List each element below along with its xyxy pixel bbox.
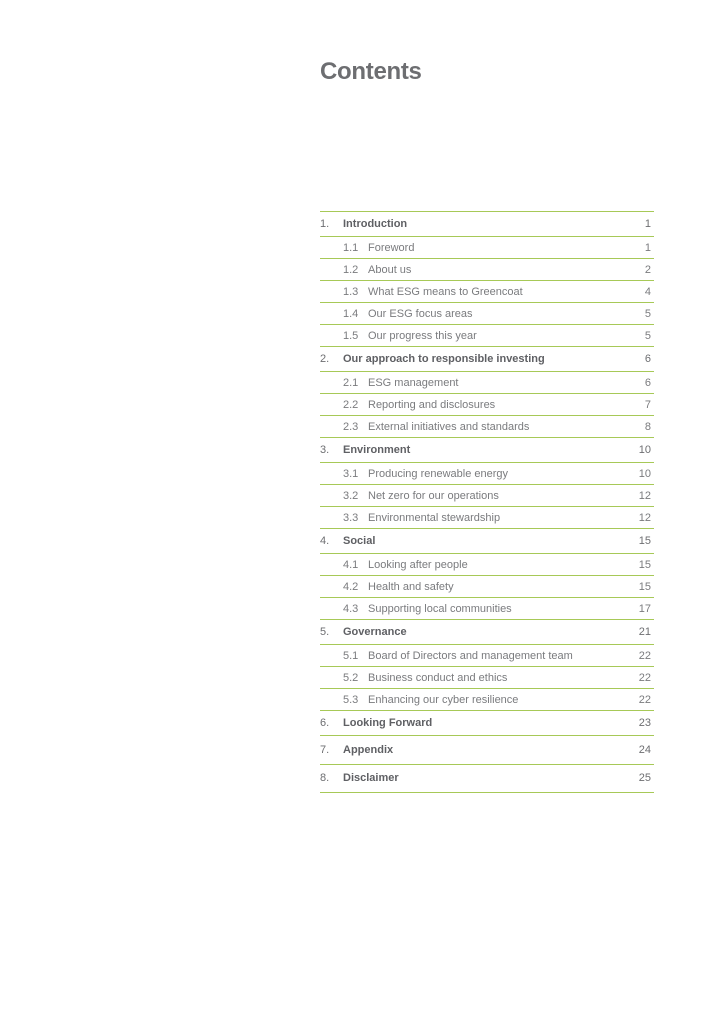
toc-section-label: Introduction [343,218,408,230]
toc-section-page: 21 [638,626,651,638]
toc-subsection-page: 12 [638,489,651,502]
toc-subsection-label: Foreword [368,241,415,254]
toc-section-label: Governance [343,626,407,638]
toc-section-page: 6 [644,353,651,365]
toc-section-number: 2. [320,353,330,365]
toc-section-number: 4. [320,535,330,547]
toc-subsection-number: 3.3 [343,511,359,524]
toc-subsection-row[interactable] [320,281,654,303]
toc-subsection-row[interactable] [320,689,654,711]
toc-section-page: 24 [638,743,651,756]
toc-section-label: Social [343,535,376,547]
toc-subsection-number: 4.2 [343,580,359,593]
toc-section-row[interactable] [320,347,654,372]
toc-section-page: 1 [644,218,651,230]
toc-subsection-page: 6 [644,376,651,389]
toc-subsection-label: Supporting local communities [368,602,512,615]
toc-subsection-page: 22 [638,671,651,684]
toc-subsection-number: 1.4 [343,307,359,320]
toc-subsection-row[interactable] [320,394,654,416]
toc-section-number: 7. [320,743,330,756]
toc-subsection-number: 1.5 [343,329,359,342]
toc-subsection-page: 8 [644,420,651,433]
toc-subsection-number: 5.1 [343,649,359,662]
toc-subsection-row[interactable] [320,463,654,485]
toc-section-label: Looking Forward [343,717,433,729]
toc-subsection-label: Board of Directors and management team [368,649,573,662]
toc-subsection-number: 2.3 [343,420,359,433]
toc-section-number: 8. [320,772,330,785]
toc-subsection-row[interactable] [320,372,654,394]
toc-section-number: 6. [320,717,330,729]
toc-subsection-page: 22 [638,693,651,706]
toc-subsection-number: 3.2 [343,489,359,502]
toc-subsection-row[interactable] [320,645,654,667]
toc-subsection-label: Looking after people [368,558,468,571]
page-title: Contents [320,58,422,85]
toc-subsection-row[interactable] [320,576,654,598]
toc-subsection-number: 5.2 [343,671,359,684]
toc-subsection-row[interactable] [320,325,654,347]
toc-subsection-label: Business conduct and ethics [368,671,508,684]
toc-subsection-page: 22 [638,649,651,662]
toc-section-label: Appendix [343,743,394,756]
toc-section-page: 15 [638,535,651,547]
toc-subsection-label: Enhancing our cyber resilience [368,693,519,706]
toc-subsection-row[interactable] [320,237,654,259]
toc-subsection-row[interactable] [320,554,654,576]
toc-section-row[interactable] [320,212,654,237]
toc-subsection-number: 1.2 [343,263,359,276]
toc-subsection-number: 3.1 [343,467,359,480]
toc-subsection-number: 2.2 [343,398,359,411]
toc-subsection-row[interactable] [320,598,654,620]
toc-subsection-number: 1.1 [343,241,359,254]
toc-section-row[interactable] [320,711,654,736]
toc-subsection-page: 5 [644,329,651,342]
toc-section-page: 23 [638,717,651,729]
toc-subsection-label: What ESG means to Greencoat [368,285,523,298]
toc-subsection-number: 4.3 [343,602,359,615]
toc-subsection-number: 5.3 [343,693,359,706]
toc-subsection-row[interactable] [320,667,654,689]
toc-subsection-page: 5 [644,307,651,320]
toc-section-number: 5. [320,626,330,638]
toc-subsection-label: Producing renewable energy [368,467,509,480]
toc-subsection-page: 15 [638,580,651,593]
toc-subsection-label: ESG management [368,376,459,389]
toc-subsection-label: Our progress this year [368,329,477,342]
toc-subsection-label: Our ESG focus areas [368,307,473,320]
toc-section-page: 10 [638,444,651,456]
toc-subsection-page: 1 [644,241,651,254]
toc-subsection-row[interactable] [320,259,654,281]
toc-section-row[interactable] [320,620,654,645]
toc-section-number: 1. [320,218,330,230]
toc-section-row[interactable] [320,529,654,554]
toc-section-row[interactable] [320,736,654,765]
toc-subsection-page: 4 [644,285,651,298]
toc-subsection-label: Environmental stewardship [368,511,501,524]
toc-subsection-page: 15 [638,558,651,571]
toc-subsection-number: 1.3 [343,285,359,298]
toc-subsection-label: Reporting and disclosures [368,398,496,411]
toc-subsection-label: External initiatives and standards [368,420,530,433]
table-of-contents [320,211,654,793]
toc-subsection-page: 2 [644,263,651,276]
toc-subsection-label: Health and safety [368,580,454,593]
toc-subsection-number: 2.1 [343,376,359,389]
toc-subsection-label: Net zero for our operations [368,489,499,502]
toc-section-page: 25 [638,772,651,785]
toc-subsection-label: About us [368,263,412,276]
toc-subsection-row[interactable] [320,416,654,438]
toc-subsection-number: 4.1 [343,558,359,571]
toc-section-row[interactable] [320,438,654,463]
toc-subsection-page: 7 [644,398,651,411]
toc-subsection-page: 10 [638,467,651,480]
toc-subsection-row[interactable] [320,485,654,507]
toc-section-label: Disclaimer [343,772,399,785]
toc-section-label: Our approach to responsible investing [343,353,545,365]
toc-subsection-page: 17 [638,602,651,615]
toc-subsection-row[interactable] [320,507,654,529]
toc-section-label: Environment [343,444,411,456]
toc-section-number: 3. [320,444,330,456]
toc-subsection-row[interactable] [320,303,654,325]
toc-subsection-page: 12 [638,511,651,524]
toc-section-row[interactable] [320,765,654,794]
